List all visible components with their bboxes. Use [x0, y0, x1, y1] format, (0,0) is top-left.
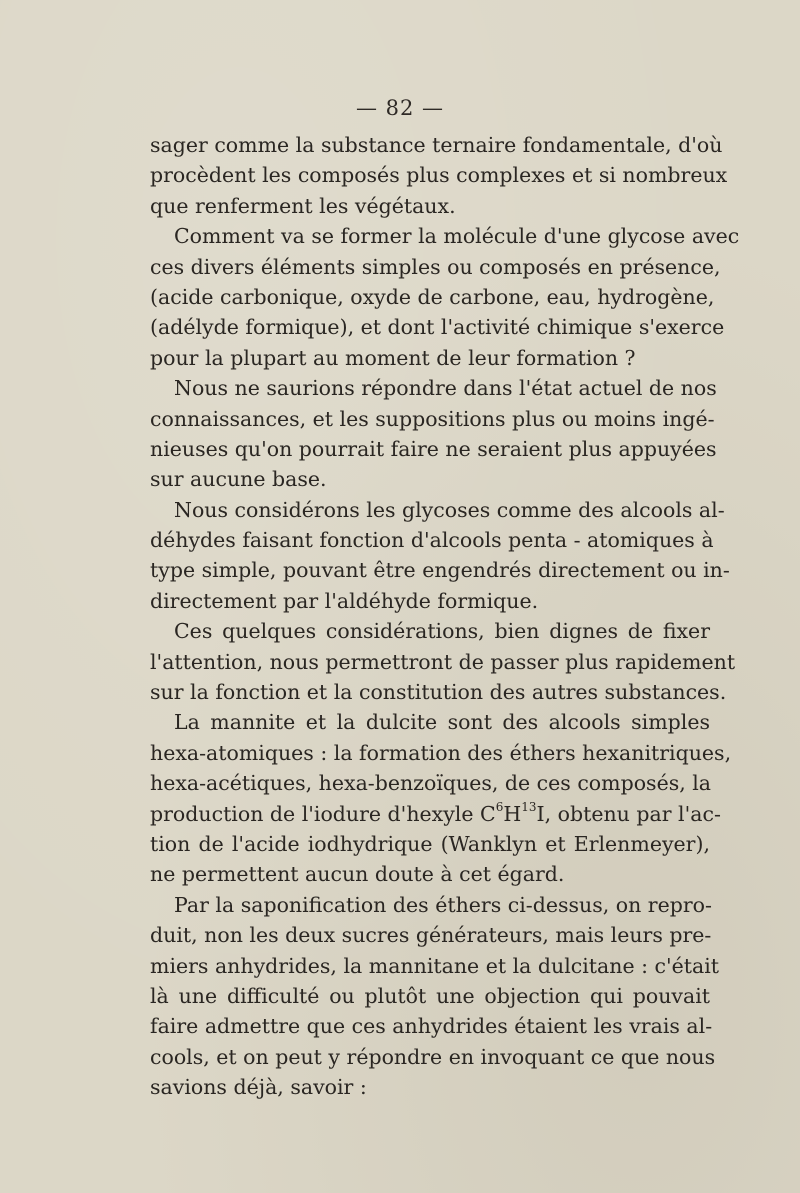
- text-line: cools, et on peut y répondre en invoquant ce que nous: [150, 1044, 716, 1069]
- text-line: hexa-atomiques : la formation des éthers hexanitriques,: [150, 740, 732, 765]
- body-text: [150, 130, 740, 1103]
- text-line: déhydes faisant fonction d'alcools penta - atomiques à: [150, 528, 714, 553]
- text-line: (adélyde formique), et dont l'activité chimique s'exerce: [150, 315, 725, 340]
- text-line: faire admettre que ces anhydrides étaient les vrais al-: [150, 1014, 713, 1039]
- paragraph-start-line: Nous considérons les glycoses comme des alcools al-: [174, 497, 725, 522]
- page-number: — 82 —: [355, 96, 445, 120]
- formula-hydrogen: H: [503, 801, 522, 826]
- paragraph-start-line: Ces quelques considérations, bien dignes de fixer: [174, 619, 710, 644]
- text-line: directement par l'aldéhyde formique.: [150, 588, 539, 613]
- text-line: l'attention, nous permettront de passer plus rapidement: [150, 649, 736, 674]
- text-line: duit, non les deux sucres générateurs, mais leurs pre-: [150, 923, 712, 948]
- text-line: sur aucune base.: [150, 467, 327, 492]
- text-line: miers anhydrides, la mannitane et la dulcitane : c'était: [150, 953, 720, 978]
- text-line: type simple, pouvant être engendrés directement ou in-: [150, 558, 730, 583]
- text-line: sager comme la substance ternaire fondamentale, d'où: [150, 133, 723, 157]
- text-line: que renferment les végétaux.: [150, 193, 456, 218]
- paragraph-start-line: Nous ne saurions répondre dans l'état actuel de nos: [174, 376, 717, 401]
- paragraph-start-line: La mannite et la dulcite sont des alcools simples: [174, 710, 710, 735]
- text-line: nieuses qu'on pourrait faire ne seraient plus appuyées: [150, 436, 717, 461]
- text-line: ne permettent aucun doute à cet égard.: [150, 862, 565, 887]
- formula-text-after: I, obtenu par l'ac-: [536, 801, 721, 826]
- subscript-hydrogen: 13: [521, 799, 537, 814]
- text-line: savions déjà, savoir :: [150, 1075, 367, 1100]
- paragraph-start-line: Par la saponification des éthers ci-dessus, on repro-: [174, 892, 712, 917]
- text-line: hexa-acétiques, hexa-benzoïques, de ces composés, la: [150, 771, 712, 796]
- text-line: là une difficulté ou plutôt une objection qui pouvait: [150, 983, 710, 1008]
- text-line: ces divers éléments simples ou composés en présence,: [150, 254, 721, 279]
- text-line: sur la fonction et la constitution des autres substances.: [150, 680, 727, 705]
- text-line: procèdent les composés plus complexes et si nombreux: [150, 163, 728, 188]
- text-line: pour la plupart au moment de leur formation ?: [150, 345, 636, 370]
- formula-text-before: production de l'iodure d'hexyle C: [150, 801, 496, 826]
- text-line: tion de l'acide iodhydrique (Wanklyn et Erlenmeyer),: [150, 831, 710, 856]
- paragraph-start-line: Comment va se former la molécule d'une glycose avec: [174, 224, 740, 249]
- formula-line: [150, 799, 721, 829]
- subscript-carbon: 6: [495, 799, 504, 814]
- text-line: (acide carbonique, oxyde de carbone, eau, hydrogène,: [150, 284, 715, 309]
- text-line: connaissances, et les suppositions plus ou moins ingé-: [150, 406, 715, 431]
